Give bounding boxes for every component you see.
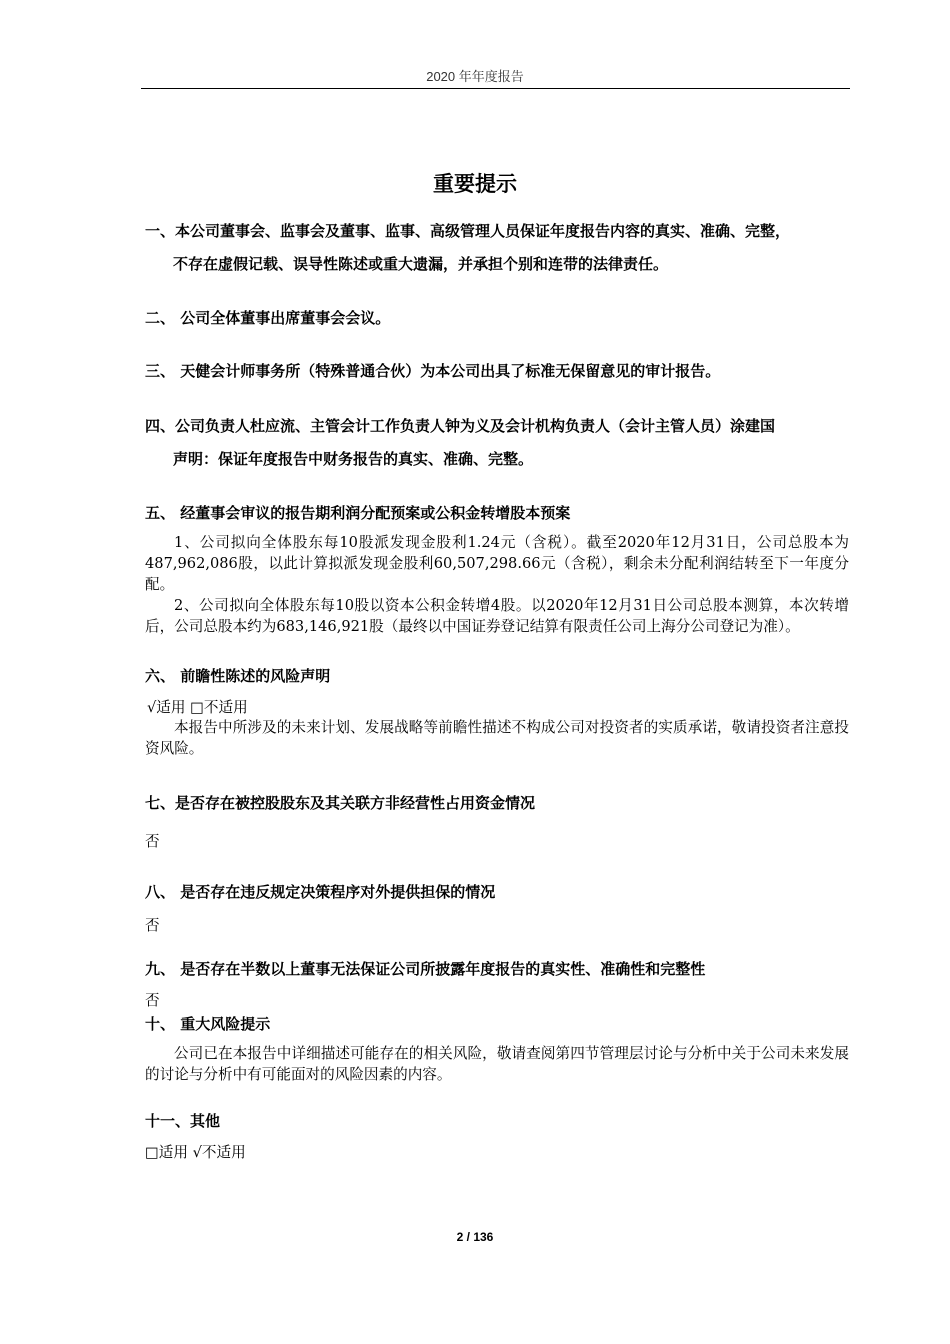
section-11-heading: 十一、其他	[145, 1112, 221, 1130]
page-title: 重要提示	[433, 172, 517, 196]
section-8-answer: 否	[145, 917, 160, 934]
running-header: 2020 年年度报告	[426, 69, 524, 84]
section-6-applicability: √适用 □不适用	[147, 699, 248, 716]
section-4-line-2: 声明：保证年度报告中财务报告的真实、准确、完整。	[173, 450, 534, 468]
section-6-paragraph: 本报告中所涉及的未来计划、发展战略等前瞻性描述不构成公司对投资者的实质承诺，敬请投资者注意投资风险。	[145, 719, 849, 757]
section-8-heading: 八、 是否存在违反规定决策程序对外提供担保的情况	[145, 883, 496, 901]
section-1-line-2: 不存在虚假记载、误导性陈述或重大遗漏，并承担个别和连带的法律责任。	[173, 255, 669, 273]
section-5-body	[145, 532, 849, 637]
section-7-heading: 七、是否存在被控股股东及其关联方非经营性占用资金情况	[145, 794, 536, 812]
section-9-heading: 九、 是否存在半数以上董事无法保证公司所披露年度报告的真实性、准确性和完整性	[145, 960, 706, 978]
section-5-heading: 五、 经董事会审议的报告期利润分配预案或公积金转增股本预案	[145, 504, 571, 522]
section-11-applicability: □适用 √不适用	[145, 1144, 246, 1161]
section-5-paragraph-2: 2、公司拟向全体股东每10股以资本公积金转增4股。以2020年12月31日公司总股本测算，本次转增后，公司总股本约为683,146,921股（最终以中国证券登记结算有限责任公司上海分公司登记为准）。	[145, 597, 849, 635]
section-5-paragraph-1: 1、公司拟向全体股东每10股派发现金股利1.24元（含税）。截至2020年12月31日，公司总股本为487,962,086股，以此计算拟派发现金股利60,507,298.66元（含税），剩余未分配利润结转至下一年度分配。	[145, 534, 850, 593]
section-9-answer: 否	[145, 992, 160, 1009]
section-10-heading: 十、 重大风险提示	[145, 1015, 271, 1033]
section-3-heading: 三、 天健会计师事务所（特殊普通合伙）为本公司出具了标准无保留意见的审计报告。	[145, 362, 721, 380]
section-1-line-1: 一、本公司董事会、监事会及董事、监事、高级管理人员保证年度报告内容的真实、准确、完整，	[145, 222, 791, 240]
section-10-paragraph: 公司已在本报告中详细描述可能存在的相关风险，敬请查阅第四节管理层讨论与分析中关于公司未来发展的讨论与分析中有可能面对的风险因素的内容。	[145, 1045, 849, 1083]
page-number: 2 / 136	[456, 1230, 494, 1244]
section-7-answer: 否	[145, 833, 160, 850]
section-2-heading: 二、 公司全体董事出席董事会会议。	[145, 309, 391, 327]
header-rule	[141, 88, 850, 89]
section-6-body	[145, 717, 849, 759]
section-6-heading: 六、 前瞻性陈述的风险声明	[145, 667, 331, 685]
section-4-line-1: 四、公司负责人杜应流、主管会计工作负责人钟为义及会计机构负责人（会计主管人员）涂建国	[145, 417, 776, 435]
section-10-body	[145, 1043, 849, 1085]
